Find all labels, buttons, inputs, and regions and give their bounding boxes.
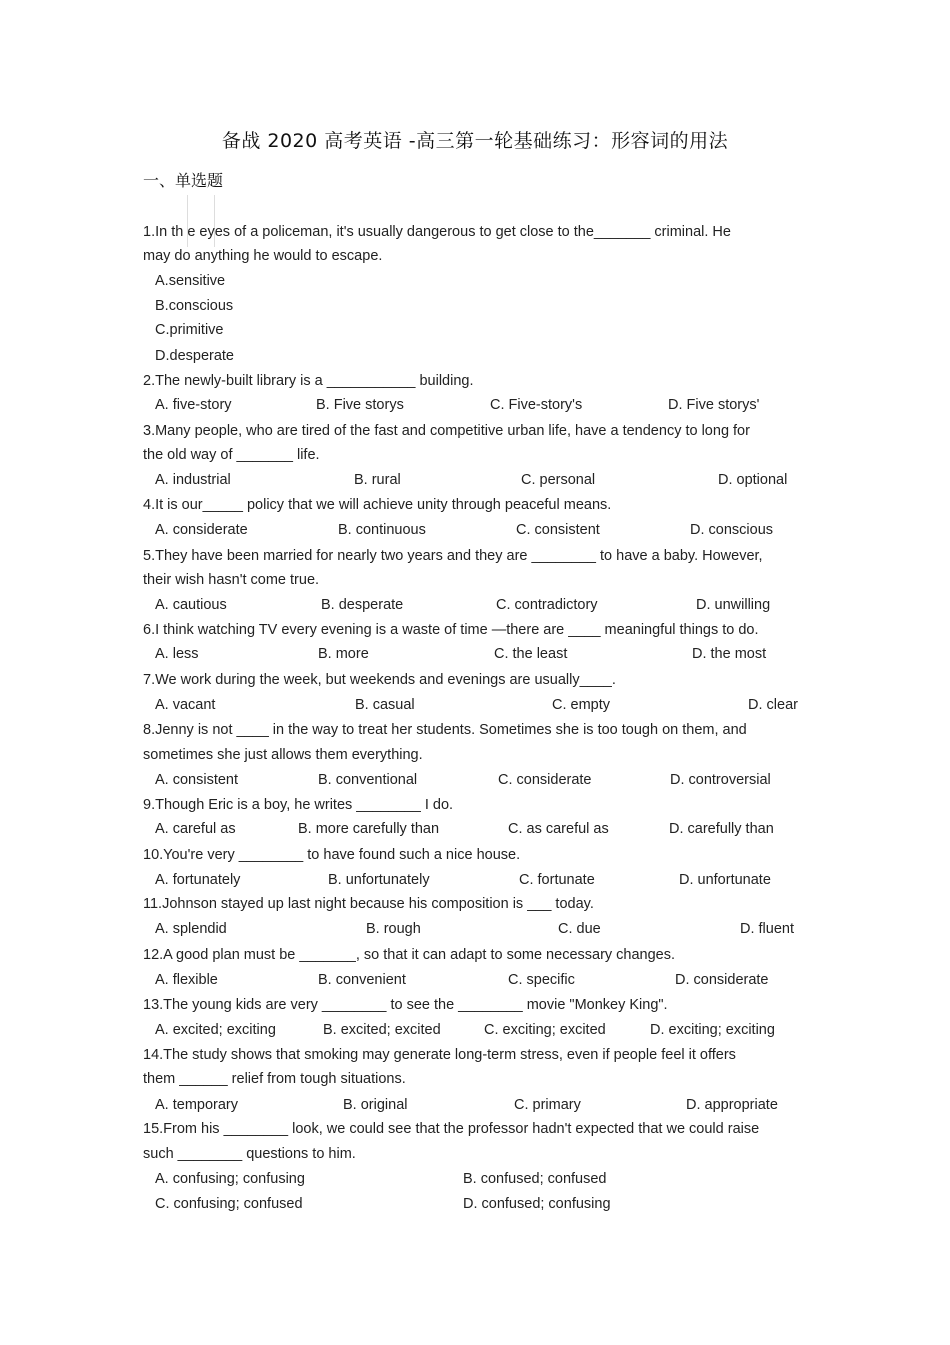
question-1-line-1: 1.In th e eyes of a policeman, it's usually dangerous to get close to the_______ criminal. He: [143, 224, 731, 240]
question-13-option-c[interactable]: C. exciting; excited: [484, 1022, 606, 1038]
question-8-option-b[interactable]: B. conventional: [318, 772, 418, 788]
question-13-option-a[interactable]: A. excited; exciting: [155, 1022, 276, 1038]
question-13-line-1: 13.The young kids are very ________ to see the ________ movie "Monkey King".: [143, 997, 668, 1013]
question-8-line-1: 8.Jenny is not ____ in the way to treat her students. Sometimes she is too tough on them, and: [143, 722, 747, 738]
question-9-option-c[interactable]: C. as careful as: [508, 821, 609, 837]
question-15-line-1: 15.From his ________ look, we could see that the professor hadn't expected that we could raise: [143, 1121, 760, 1137]
question-2-option-d[interactable]: D. Five storys': [668, 397, 760, 413]
question-7-option-a[interactable]: A. vacant: [155, 697, 216, 713]
question-1-option-d[interactable]: D.desperate: [155, 348, 234, 364]
question-2-option-b[interactable]: B. Five storys: [316, 397, 404, 413]
question-10-line-1: 10.You're very ________ to have found such a nice house.: [143, 847, 521, 863]
question-5-option-a[interactable]: A. cautious: [155, 597, 227, 613]
question-8-option-c[interactable]: C. considerate: [498, 772, 592, 788]
question-7-line-1: 7.We work during the week, but weekends and evenings are usually____.: [143, 672, 616, 688]
question-3-option-c[interactable]: C. personal: [521, 472, 596, 488]
question-11-option-b[interactable]: B. rough: [366, 921, 421, 937]
question-3-line-2: the old way of _______ life.: [143, 447, 320, 463]
question-8-option-d[interactable]: D. controversial: [670, 772, 771, 788]
question-4-option-d[interactable]: D. conscious: [690, 522, 774, 538]
question-11-option-d[interactable]: D. fluent: [740, 921, 794, 937]
question-12-option-d[interactable]: D. considerate: [675, 972, 769, 988]
question-14-line-1: 14.The study shows that smoking may generate long-term stress, even if people feel it offers: [143, 1047, 736, 1063]
question-10-option-a[interactable]: A. fortunately: [155, 872, 241, 888]
question-4-option-c[interactable]: C. consistent: [516, 522, 600, 538]
question-11-option-c[interactable]: C. due: [558, 921, 601, 937]
question-6-option-a[interactable]: A. less: [155, 646, 199, 662]
question-14-option-d[interactable]: D. appropriate: [686, 1097, 778, 1113]
question-3-line-1: 3.Many people, who are tired of the fast and competitive urban life, have a tendency to long for: [143, 423, 750, 439]
question-9-option-a[interactable]: A. careful as: [155, 821, 236, 837]
question-10-option-b[interactable]: B. unfortunately: [328, 872, 430, 888]
question-10-option-d[interactable]: D. unfortunate: [679, 872, 771, 888]
question-7-option-d[interactable]: D. clear: [748, 697, 798, 713]
question-5-option-b[interactable]: B. desperate: [321, 597, 404, 613]
question-9-option-d[interactable]: D. carefully than: [669, 821, 774, 837]
question-14-line-2: them ______ relief from tough situations.: [143, 1071, 406, 1087]
question-11-line-1: 11.Johnson stayed up last night because his composition is ___ today.: [143, 896, 594, 912]
question-8-option-a[interactable]: A. consistent: [155, 772, 239, 788]
question-12-option-a[interactable]: A. flexible: [155, 972, 218, 988]
question-1-option-c[interactable]: C.primitive: [155, 322, 224, 338]
question-9-option-b[interactable]: B. more carefully than: [298, 821, 440, 837]
question-15-line-2: such ________ questions to him.: [143, 1146, 356, 1162]
question-15-option-d[interactable]: D. confused; confusing: [463, 1196, 611, 1212]
question-5-option-c[interactable]: C. contradictory: [496, 597, 598, 613]
question-12-line-1: 12.A good plan must be _______, so that it can adapt to some necessary changes.: [143, 947, 676, 963]
question-7-option-c[interactable]: C. empty: [552, 697, 611, 713]
question-3-option-a[interactable]: A. industrial: [155, 472, 231, 488]
question-3-option-d[interactable]: D. optional: [718, 472, 788, 488]
question-5-option-d[interactable]: D. unwilling: [696, 597, 771, 613]
question-2-option-c[interactable]: C. Five-story's: [490, 397, 583, 413]
question-11-option-a[interactable]: A. splendid: [155, 921, 227, 937]
question-1-option-b[interactable]: B.conscious: [155, 298, 234, 314]
question-3-option-b[interactable]: B. rural: [354, 472, 401, 488]
question-1-line-2: may do anything he would to escape.: [143, 248, 383, 264]
question-14-option-c[interactable]: C. primary: [514, 1097, 581, 1113]
question-7-option-b[interactable]: B. casual: [355, 697, 415, 713]
question-13-option-b[interactable]: B. excited; excited: [323, 1022, 441, 1038]
question-2-option-a[interactable]: A. five-story: [155, 397, 232, 413]
question-6-option-b[interactable]: B. more: [318, 646, 369, 662]
question-9-line-1: 9.Though Eric is a boy, he writes ________ I do.: [143, 797, 454, 813]
question-14-option-a[interactable]: A. temporary: [155, 1097, 238, 1113]
question-15-option-c[interactable]: C. confusing; confused: [155, 1196, 303, 1212]
question-10-option-c[interactable]: C. fortunate: [519, 872, 595, 888]
question-4-option-b[interactable]: B. continuous: [338, 522, 426, 538]
section-heading: 一、单选题: [143, 171, 224, 190]
question-6-line-1: 6.I think watching TV every evening is a waste of time —there are ____ meaningful things to do.: [143, 622, 759, 638]
question-12-option-c[interactable]: C. specific: [508, 972, 575, 988]
question-8-line-2: sometimes she just allows them everything.: [143, 747, 423, 763]
question-6-option-d[interactable]: D. the most: [692, 646, 767, 662]
question-6-option-c[interactable]: C. the least: [494, 646, 568, 662]
question-2-line-1: 2.The newly-built library is a ___________ building.: [143, 373, 474, 389]
question-13-option-d[interactable]: D. exciting; exciting: [650, 1022, 775, 1038]
question-12-option-b[interactable]: B. convenient: [318, 972, 406, 988]
question-5-line-1: 5.They have been married for nearly two years and they are ________ to have a baby. However,: [143, 548, 763, 564]
question-1-option-a[interactable]: A.sensitive: [155, 273, 226, 289]
question-15-option-a[interactable]: A. confusing; confusing: [155, 1171, 305, 1187]
page-title: 备战 2020 高考英语 -高三第一轮基础练习：形容词的用法: [221, 130, 729, 152]
question-4-line-1: 4.It is our_____ policy that we will achieve unity through peaceful means.: [143, 497, 612, 513]
question-14-option-b[interactable]: B. original: [343, 1097, 408, 1113]
question-15-option-b[interactable]: B. confused; confused: [463, 1171, 607, 1187]
question-5-line-2: their wish hasn't come true.: [143, 572, 320, 588]
question-4-option-a[interactable]: A. considerate: [155, 522, 248, 538]
